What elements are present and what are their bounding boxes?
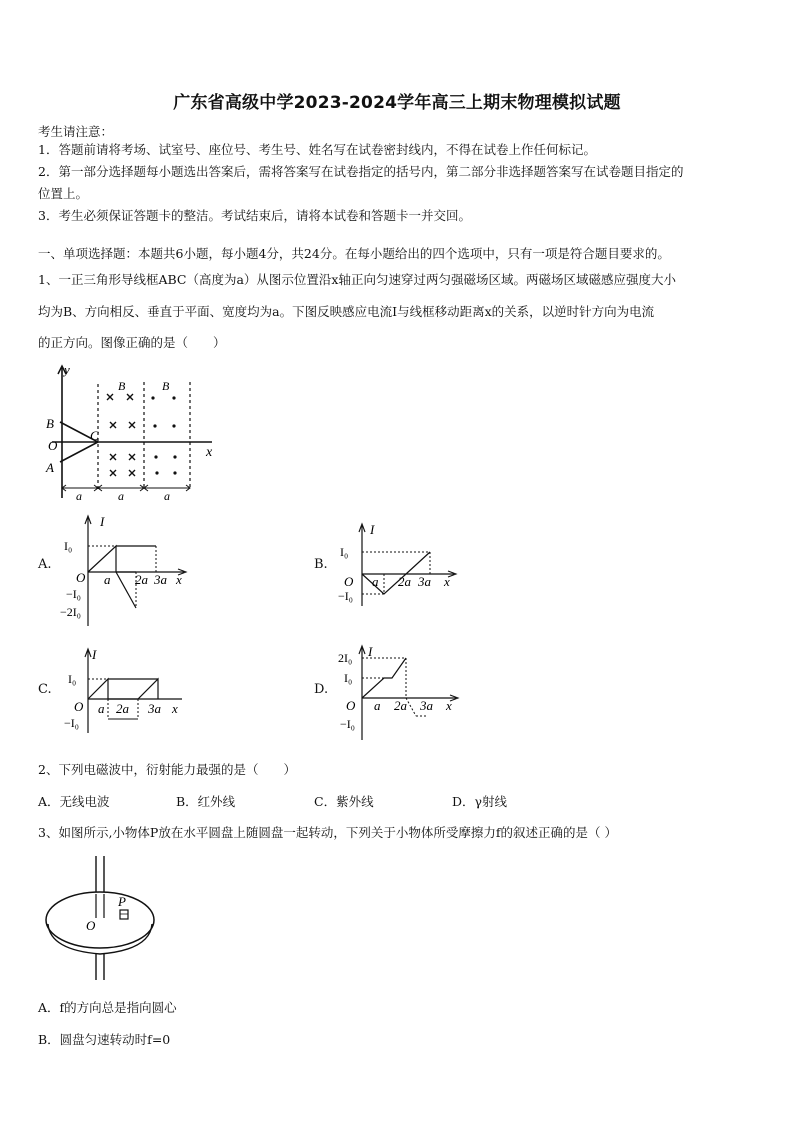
svg-text:O: O bbox=[344, 574, 354, 589]
svg-text:I: I bbox=[100, 514, 105, 529]
svg-text:2a: 2a bbox=[398, 574, 411, 589]
q2-option-b[interactable]: B．红外线 bbox=[176, 794, 236, 809]
fig-label-a: A bbox=[46, 460, 54, 475]
svg-text:x: x bbox=[444, 574, 450, 589]
svg-text:I: I bbox=[370, 522, 375, 537]
question-3-figure bbox=[40, 850, 170, 985]
svg-text:−I₀: −I₀ bbox=[66, 587, 81, 601]
fig-label-b-right: B bbox=[162, 379, 170, 393]
svg-text:−I₀: −I₀ bbox=[338, 589, 353, 603]
option-b-label[interactable]: B. bbox=[314, 557, 328, 572]
q3-option-a[interactable]: A．f的方向总是指向圆心 bbox=[38, 1000, 177, 1015]
section-heading: 一、单项选择题：本题共6小题，每小题4分，共24分。在每小题给出的四个选项中，只有一项是符合题目要求的。 bbox=[38, 246, 670, 261]
q2-option-a[interactable]: A．无线电波 bbox=[38, 794, 110, 809]
svg-text:2I₀: 2I₀ bbox=[338, 651, 353, 665]
graph-b bbox=[334, 518, 464, 618]
svg-text:3a: 3a bbox=[420, 698, 433, 713]
svg-text:I₀: I₀ bbox=[340, 545, 349, 559]
svg-text:I₀: I₀ bbox=[344, 671, 353, 685]
svg-text:−I₀: −I₀ bbox=[64, 716, 79, 730]
svg-text:2a: 2a bbox=[394, 698, 407, 713]
svg-text:a: a bbox=[98, 701, 105, 716]
option-c-label[interactable]: C. bbox=[38, 682, 52, 697]
svg-text:I₀: I₀ bbox=[64, 539, 73, 553]
svg-text:x: x bbox=[176, 572, 182, 587]
question-1-figure bbox=[40, 360, 230, 505]
page-title: 广东省高级中学2023-2024学年高三上期末物理模拟试题 bbox=[173, 93, 621, 113]
q3-option-b[interactable]: B．圆盘匀速转动时f=0 bbox=[38, 1032, 171, 1047]
question-3-stem: 3、如图所示,小物体P放在水平圆盘上随圆盘一起转动，下列关于小物体所受摩擦力f的叙述正确的是（ ） bbox=[38, 825, 617, 840]
svg-text:I: I bbox=[368, 644, 373, 659]
graph-c bbox=[58, 645, 190, 740]
fig-label-b: B bbox=[46, 416, 54, 431]
fig-label-o: O bbox=[48, 438, 58, 453]
svg-text:O: O bbox=[74, 699, 84, 714]
notice-item: 2．第一部分选择题每小题选出答案后，需将答案写在试卷指定的括号内，第二部分非选择题答案写在试卷题目指定的 bbox=[38, 164, 684, 179]
fig-label-c: C bbox=[90, 428, 99, 443]
notice-item: 位置上。 bbox=[38, 186, 89, 201]
notice-item: 3．考生必须保证答题卡的整洁。考试结束后，请将本试卷和答题卡一并交回。 bbox=[38, 208, 471, 223]
question-1-line: 1、一正三角形导线框ABC（高度为a）从图示位置沿x轴正向匀速穿过两匀强磁场区域。两磁场区域磁感应强度大小 bbox=[38, 272, 676, 287]
svg-text:3a: 3a bbox=[418, 574, 431, 589]
svg-text:−2I₀: −2I₀ bbox=[60, 605, 81, 619]
notice-heading: 考生请注意： bbox=[38, 124, 114, 139]
notice-item: 1．答题前请将考场、试室号、座位号、考生号、姓名写在试卷密封线内，不得在试卷上作任何标记。 bbox=[38, 142, 596, 157]
fig-label-a3: a bbox=[164, 489, 170, 503]
svg-text:2a: 2a bbox=[135, 572, 148, 587]
graph-a bbox=[58, 510, 198, 630]
question-2-stem: 2、下列电磁波中，衍射能力最强的是（ ） bbox=[38, 762, 296, 777]
svg-text:a: a bbox=[374, 698, 381, 713]
svg-text:I: I bbox=[92, 647, 97, 662]
svg-text:−I₀: −I₀ bbox=[340, 717, 355, 731]
graph-d bbox=[334, 640, 464, 744]
svg-text:a: a bbox=[104, 572, 111, 587]
svg-text:O: O bbox=[346, 698, 356, 713]
q2-option-c[interactable]: C．紫外线 bbox=[314, 794, 374, 809]
svg-text:2a: 2a bbox=[116, 701, 129, 716]
svg-text:I₀: I₀ bbox=[68, 672, 77, 686]
svg-text:x: x bbox=[172, 701, 178, 716]
fig-label-x: x bbox=[206, 445, 213, 460]
fig-label-a2: a bbox=[118, 489, 124, 503]
svg-text:O: O bbox=[76, 570, 86, 585]
option-a-label[interactable]: A. bbox=[38, 557, 52, 572]
question-1-line: 均为B、方向相反、垂直于平面、宽度均为a。下图反映感应电流I与线框移动距离x的关系，以逆时针方向为电流 bbox=[38, 304, 655, 319]
fig-label-b-left: B bbox=[118, 379, 126, 393]
q2-option-d[interactable]: D．γ射线 bbox=[452, 794, 507, 809]
fig-label-p: P bbox=[118, 894, 126, 909]
fig-label-y: y bbox=[64, 362, 70, 377]
svg-text:a: a bbox=[372, 574, 379, 589]
fig-label-o: O bbox=[86, 918, 96, 933]
option-d-label[interactable]: D. bbox=[314, 682, 329, 697]
svg-text:3a: 3a bbox=[148, 701, 161, 716]
question-1-line: 的正方向。图像正确的是（ ） bbox=[38, 335, 226, 350]
svg-text:3a: 3a bbox=[154, 572, 167, 587]
fig-label-a1: a bbox=[76, 489, 82, 503]
svg-text:x: x bbox=[446, 698, 452, 713]
